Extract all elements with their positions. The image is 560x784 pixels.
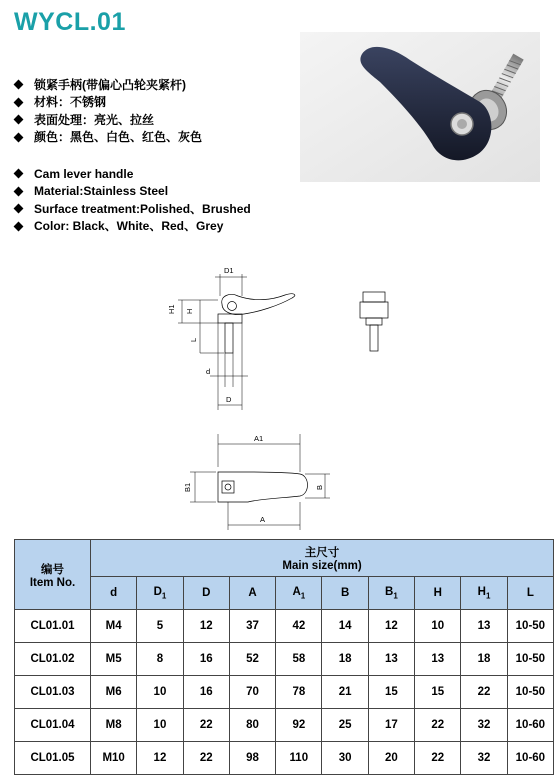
feature-text: Cam lever handle: [34, 166, 134, 181]
diamond-bullet-icon: [14, 132, 24, 142]
diamond-bullet-icon: [14, 97, 24, 107]
table-header-row: [15, 540, 554, 577]
size-header-cn: 主尺寸: [304, 547, 340, 559]
size-cell: 13: [415, 643, 461, 676]
size-cell: 10-50: [507, 610, 553, 643]
column-header: $B_1$: [368, 577, 414, 610]
size-cell: 18: [461, 643, 507, 676]
dim-label: d: [206, 367, 211, 376]
table-row: [15, 643, 554, 676]
feature-item: [14, 165, 251, 183]
size-cell: 13: [461, 610, 507, 643]
size-cell: 10-60: [507, 742, 553, 775]
spec-table: [14, 539, 554, 775]
column-header: $A_1$: [276, 577, 322, 610]
dim-label: D: [226, 395, 232, 404]
feature-text: 颜色：黑色、白色、红色、灰色: [34, 130, 203, 145]
column-header: $H_1$: [461, 577, 507, 610]
dim-label: A: [260, 515, 266, 524]
size-header-en: Main size(mm): [282, 560, 362, 572]
table-column-header-row: [15, 577, 554, 610]
size-cell: 12: [137, 742, 183, 775]
size-cell: 10: [415, 610, 461, 643]
table-row: [15, 676, 554, 709]
item-no-cell: CL01.01: [15, 610, 91, 643]
table-row: [15, 742, 554, 775]
size-cell: 37: [229, 610, 275, 643]
size-cell: 78: [276, 676, 322, 709]
dim-label: H: [185, 308, 194, 314]
feature-text: Color: Black、White、Red、Grey: [34, 219, 224, 234]
size-cell: M6: [91, 676, 137, 709]
size-cell: 17: [368, 709, 414, 742]
diamond-bullet-icon: [14, 169, 24, 179]
diamond-bullet-icon: [14, 204, 24, 214]
size-cell: 21: [322, 676, 368, 709]
item-no-cell: CL01.03: [15, 676, 91, 709]
size-cell: 110: [276, 742, 322, 775]
size-cell: 98: [229, 742, 275, 775]
size-cell: 58: [276, 643, 322, 676]
column-header: A: [229, 577, 275, 610]
feature-item: [14, 183, 251, 201]
size-cell: 22: [415, 742, 461, 775]
item-no-cell: CL01.05: [15, 742, 91, 775]
size-cell: 22: [415, 709, 461, 742]
size-cell: 12: [183, 610, 229, 643]
size-cell: 92: [276, 709, 322, 742]
item-no-header: [15, 540, 91, 610]
main-size-header: [91, 540, 554, 577]
size-cell: M10: [91, 742, 137, 775]
feature-item: [14, 218, 251, 236]
size-cell: 20: [368, 742, 414, 775]
diamond-bullet-icon: [14, 80, 24, 90]
size-cell: 10-50: [507, 643, 553, 676]
item-header-en: Item No.: [29, 576, 76, 589]
dim-label: H1: [167, 304, 176, 314]
size-cell: 52: [229, 643, 275, 676]
size-cell: 32: [461, 742, 507, 775]
dim-label: A1: [254, 434, 264, 443]
dim-label: B: [315, 484, 324, 490]
column-header: d: [91, 577, 137, 610]
column-header: L: [507, 577, 553, 610]
column-header: B: [322, 577, 368, 610]
dim-label: L: [189, 337, 198, 342]
size-cell: 10: [137, 676, 183, 709]
size-cell: 10: [137, 709, 183, 742]
size-cell: 80: [229, 709, 275, 742]
dim-label: D1: [224, 266, 234, 275]
size-cell: 25: [322, 709, 368, 742]
size-cell: M5: [91, 643, 137, 676]
feature-item: [14, 200, 251, 218]
size-cell: 8: [137, 643, 183, 676]
features-english-list: [14, 165, 251, 235]
size-cell: 13: [368, 643, 414, 676]
size-cell: 5: [137, 610, 183, 643]
size-cell: 10-50: [507, 676, 553, 709]
feature-text: 表面处理：亮光、拉丝: [34, 112, 155, 127]
column-header: D: [183, 577, 229, 610]
technical-drawing: [160, 262, 400, 542]
size-cell: 16: [183, 676, 229, 709]
feature-text: Surface treatment:Polished、Brushed: [34, 201, 251, 216]
table-row: [15, 610, 554, 643]
column-header: H: [415, 577, 461, 610]
features-chinese-list: [14, 76, 202, 146]
size-cell: 32: [461, 709, 507, 742]
feature-item: [14, 129, 202, 147]
diamond-bullet-icon: [14, 115, 24, 125]
size-cell: 14: [322, 610, 368, 643]
size-cell: 16: [183, 643, 229, 676]
size-cell: 70: [229, 676, 275, 709]
feature-item: [14, 76, 202, 94]
item-no-cell: CL01.04: [15, 709, 91, 742]
size-cell: 12: [368, 610, 414, 643]
page-title: WYCL.01: [14, 8, 126, 36]
feature-text: 锁紧手柄(带偏心凸轮夹紧杆): [34, 77, 186, 92]
feature-text: 材料：不锈钢: [34, 95, 107, 110]
size-cell: 22: [461, 676, 507, 709]
size-cell: M4: [91, 610, 137, 643]
size-cell: 10-60: [507, 709, 553, 742]
size-cell: 30: [322, 742, 368, 775]
size-cell: M8: [91, 709, 137, 742]
feature-item: [14, 94, 202, 112]
diamond-bullet-icon: [14, 186, 24, 196]
dim-label: B1: [183, 482, 192, 492]
item-header-cn: 编号: [41, 563, 64, 576]
size-cell: 18: [322, 643, 368, 676]
size-cell: 15: [415, 676, 461, 709]
size-cell: 22: [183, 709, 229, 742]
item-no-cell: CL01.02: [15, 643, 91, 676]
size-cell: 15: [368, 676, 414, 709]
table-row: [15, 709, 554, 742]
size-cell: 42: [276, 610, 322, 643]
product-photo: [300, 32, 540, 182]
feature-text: Material:Stainless Steel: [34, 184, 169, 199]
feature-item: [14, 111, 202, 129]
diamond-bullet-icon: [14, 221, 24, 231]
column-header: $D_1$: [137, 577, 183, 610]
size-cell: 22: [183, 742, 229, 775]
